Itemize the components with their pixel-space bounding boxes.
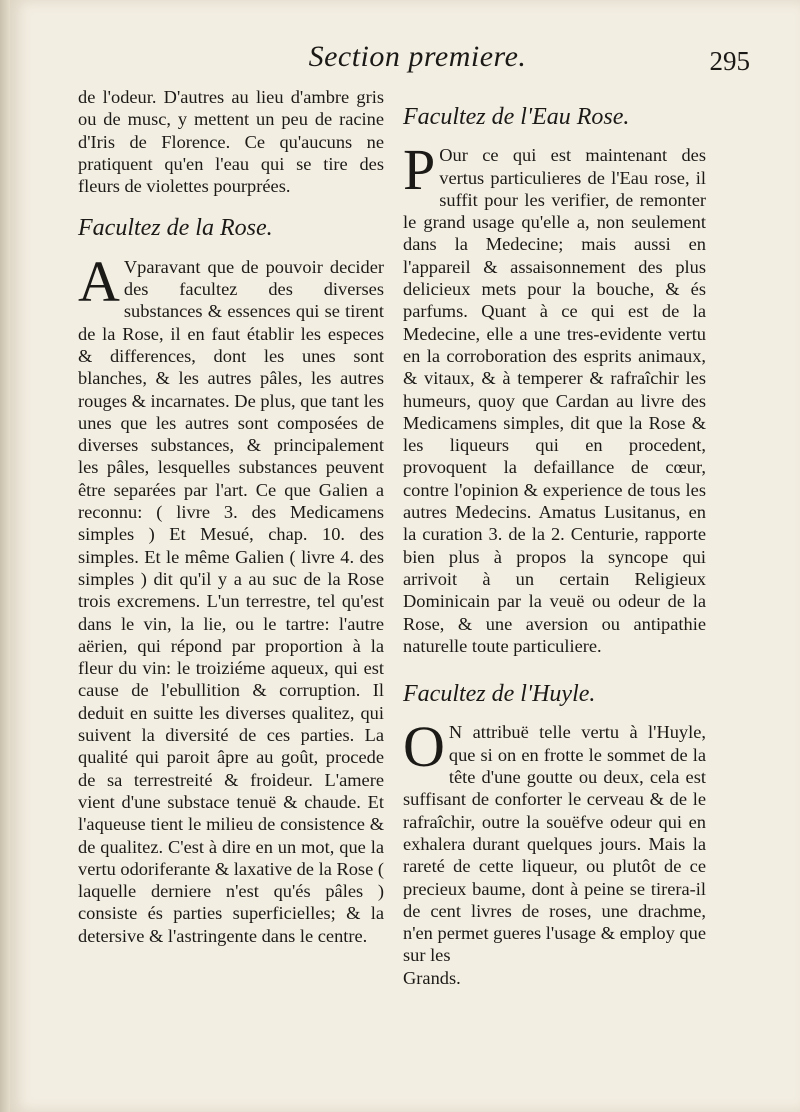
page-gutter-shadow xyxy=(0,0,10,1112)
heading-facultez-eau-rose: Facultez de l'Eau Rose. xyxy=(403,104,630,130)
dropcap-a: A xyxy=(78,248,120,314)
page-number: 295 xyxy=(709,46,750,76)
right-column xyxy=(403,86,706,989)
running-title: Section premiere. xyxy=(308,40,527,73)
left-column xyxy=(78,86,384,947)
eau-rose-paragraph-text: Our ce qui est maintenant des vertus particulieres de l'Eau rose, il suffit pour les verifier, de remonter le grand usage qu'elle a, non seulement dans la Medecine; mais aussi en l'appareil & assaisonnement des plus delicieux mets pour la bouche, & és parfums. Quant à ce qui est de la Medecine, elle a une tres-evidente vertu en la corroboration des esprits animaux, & vitaux, & à temperer & rafraîchir les humeurs, quoy que Cardan au livre des Medicamens simples, dit que la Rose & les liqueurs qui en procedent, provoquent la defaillance de cœur, contre l'opinion & experience de tous les autres Medecins. Amatus Lusitanus, en la curation 3. de la 2. Centurie, rapporte bien plus à propos la syncope qui arrivoit à un certain Religieux Dominicain par la veuë ou odeur de la Rose, & une aversion ou antipathie naturelle toute particuliere. xyxy=(403,145,706,656)
eau-rose-paragraph xyxy=(403,137,706,657)
rose-paragraph xyxy=(78,248,384,947)
heading-facultez-rose: Facultez de la Rose. xyxy=(78,215,273,242)
heading-facultez-huyle: Facultez de l'Huyle. xyxy=(403,681,596,708)
catchword: Grands. xyxy=(403,967,461,988)
huyle-paragraph-text: N attribuë telle vertu à l'Huyle, que si on en frotte le sommet de la tête d'une goutte ou deux, cela est suffisant de conforter le cerveau & de le rafraîchir, outre la souëfve odeur qui en exhalera durant quelques jours. Mais la rareté de cette liqueur, ou plutôt de ce precieux baume, dont à peine se tirera-il de cent livres de roses, une drachme, n'en permet gueres l'usage & employ que sur les xyxy=(403,722,706,966)
dropcap-p: P xyxy=(403,137,436,203)
intro-paragraph: de l'odeur. D'autres au lieu d'ambre gris ou de musc, y mettent un peu de racine d'Iris de Florence. Ce qu'aucuns ne pratiquent qu'en l'eau qui se tire des fleurs de violettes pourprées. xyxy=(78,87,384,197)
rose-paragraph-text: Vparavant que de pouvoir decider des facultez des diverses substances & essences qui se tirent de la Rose, il en faut établir les especes & differences, dont les unes sont blanches, & les autres pâles, les autres rouges & incarnates. De plus, que tant les unes que les autres sont composées de diverses substances, & principalement les pâles, lesquelles substances peuvent être separées par l'art. Ce que Galien a reconnu: ( livre 3. des Medicamens simples ) Et Mesué, chap. 10. des simples. Et le même Galien ( livre 4. des simples ) dit qu'il y a au suc de la Rose trois excremens. L'un terrestre, tel qu'est dans le vin, la lie, ou le tartre: l'autre aërien, qui répond par proportion à la fleur du vin: le troiziéme aqueux, qui est cause de l'ebullition & corruption. Il deduit en suitte les diverses qualitez, qui suivent la diversité de ces parties. La qualité qui paroit âpre au goût, procede de sa terrestreité & froideur. L'amere vient d'une substace tenuë & chaude. Et l'aqueuse tient le milieu de consistence & de qualitez. C'est à dire en un mot, que la vertu odoriferante & laxative de la Rose ( laquelle derniere n'est qu'és pâles ) consiste és parties superficielles; & la detersive & l'astringente dans le centre. xyxy=(78,256,384,946)
page-header xyxy=(85,40,750,84)
dropcap-o: O xyxy=(403,714,445,780)
huyle-paragraph xyxy=(403,714,706,966)
